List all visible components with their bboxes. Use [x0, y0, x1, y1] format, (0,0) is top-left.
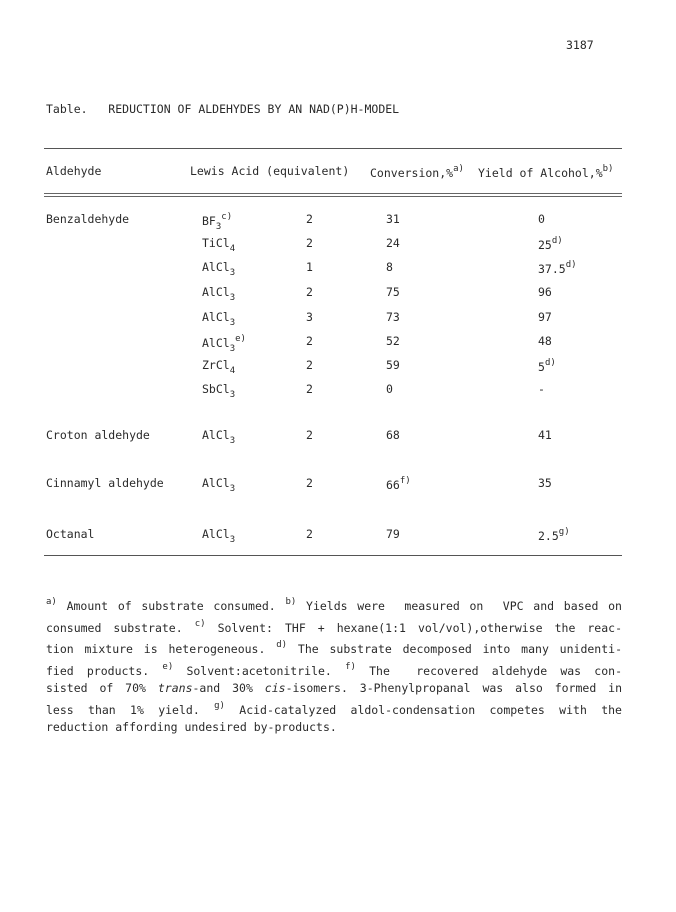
- cell-equivalent: 2: [306, 212, 313, 226]
- cell-conversion: 66$^{f)}$: [386, 476, 411, 492]
- cell-yield: 48: [538, 334, 552, 348]
- cell-lewis-acid: AlCl$_3$: [202, 428, 236, 446]
- cell-lewis-acid: SbCl$_3$: [202, 382, 236, 400]
- table-title: Table. REDUCTION OF ALDEHYDES BY AN NAD(P)H-MODEL: [46, 102, 400, 116]
- footnote-line-3: tion mixture is heterogeneous. $^{d)}$ The substrate decomposed into many unidenti-: [46, 640, 622, 656]
- footnote-line-4: fied products. $^{e)}$ Solvent:acetonitrile. $^{f)}$ The recovered aldehyde was con-: [46, 661, 622, 678]
- cell-equivalent: 1: [306, 260, 313, 274]
- cell-conversion: 73: [386, 310, 400, 324]
- cell-yield: 35: [538, 476, 552, 490]
- cell-conversion: 59: [386, 358, 400, 372]
- cell-yield: 5$^{d)}$: [538, 358, 556, 374]
- footnote-line-2: consumed substrate. $^{c)}$ Solvent: THF + hexane(1:1 vol/vol),otherwise the reac-: [46, 618, 622, 635]
- cell-lewis-acid: AlCl$_3$: [202, 285, 236, 303]
- header-rule-1: [44, 193, 622, 194]
- cell-yield: 2.5$^{g)}$: [538, 527, 570, 543]
- cell-yield: 97: [538, 310, 552, 324]
- cell-aldehyde: Croton aldehyde: [46, 428, 150, 442]
- footnote-line-7: reduction affording undesired by-products.: [46, 720, 337, 734]
- cell-conversion: 52: [386, 334, 400, 348]
- cell-equivalent: 2: [306, 285, 313, 299]
- cell-lewis-acid: AlCl$_3$: [202, 476, 236, 494]
- cell-yield: -: [538, 382, 545, 396]
- cell-aldehyde: Benzaldehyde: [46, 212, 130, 226]
- cell-equivalent: 2: [306, 476, 313, 490]
- cell-conversion: 79: [386, 527, 400, 541]
- cell-conversion: 31: [386, 212, 400, 226]
- header-conversion: Conversion,%$^{a)}$: [370, 164, 464, 180]
- cell-aldehyde: Octanal: [46, 527, 95, 541]
- cell-conversion: 24: [386, 236, 400, 250]
- cell-conversion: 68: [386, 428, 400, 442]
- cell-lewis-acid: $BF_3^{c)}$: [202, 212, 233, 232]
- cell-lewis-acid: AlCl$_3$: [202, 260, 236, 278]
- footnote-line-5: sisted of 70% trans-and 30% cis-isomers. 3-Phenylpropanal was also formed in: [46, 681, 623, 695]
- header-aldehyde: Aldehyde: [46, 164, 102, 178]
- footnotes: [46, 594, 622, 737]
- cell-lewis-acid: TiCl$_4$: [202, 236, 236, 254]
- page-number: 3187: [566, 38, 594, 52]
- footnote-line-6: less than 1% yield. $^{g)}$ Acid-catalyzed aldol-condensation competes with the: [46, 700, 622, 717]
- cell-yield: 96: [538, 285, 552, 299]
- bottom-rule: [44, 555, 622, 556]
- cell-equivalent: 2: [306, 428, 313, 442]
- header-lewis-acid: Lewis Acid (equivalent): [190, 164, 350, 178]
- cell-conversion: 8: [386, 260, 393, 274]
- header-rule-2: [44, 196, 622, 197]
- cell-lewis-acid: AlCl$_3$: [202, 310, 236, 328]
- cell-equivalent: 2: [306, 358, 313, 372]
- top-rule: [44, 148, 622, 149]
- cell-conversion: 75: [386, 285, 400, 299]
- cell-yield: 41: [538, 428, 552, 442]
- cell-lewis-acid: AlCl$_3^{e)}$: [202, 334, 246, 354]
- cell-aldehyde: Cinnamyl aldehyde: [46, 476, 164, 490]
- cell-yield: 37.5$^{d)}$: [538, 260, 577, 276]
- cell-equivalent: 3: [306, 310, 313, 324]
- cell-lewis-acid: AlCl$_3$: [202, 527, 236, 545]
- cell-yield: 0: [538, 212, 545, 226]
- cell-equivalent: 2: [306, 236, 313, 250]
- cell-equivalent: 2: [306, 527, 313, 541]
- cell-equivalent: 2: [306, 334, 313, 348]
- cell-lewis-acid: ZrCl$_4$: [202, 358, 236, 376]
- cell-yield: 25$^{d)}$: [538, 236, 563, 252]
- header-yield: Yield of Alcohol,%$^{b)}$: [478, 164, 614, 180]
- footnote-line-1: $^{a)}$ Amount of substrate consumed. $^{b)}$ Yields were measured on VPC and based on: [46, 597, 622, 613]
- cell-equivalent: 2: [306, 382, 313, 396]
- cell-conversion: 0: [386, 382, 393, 396]
